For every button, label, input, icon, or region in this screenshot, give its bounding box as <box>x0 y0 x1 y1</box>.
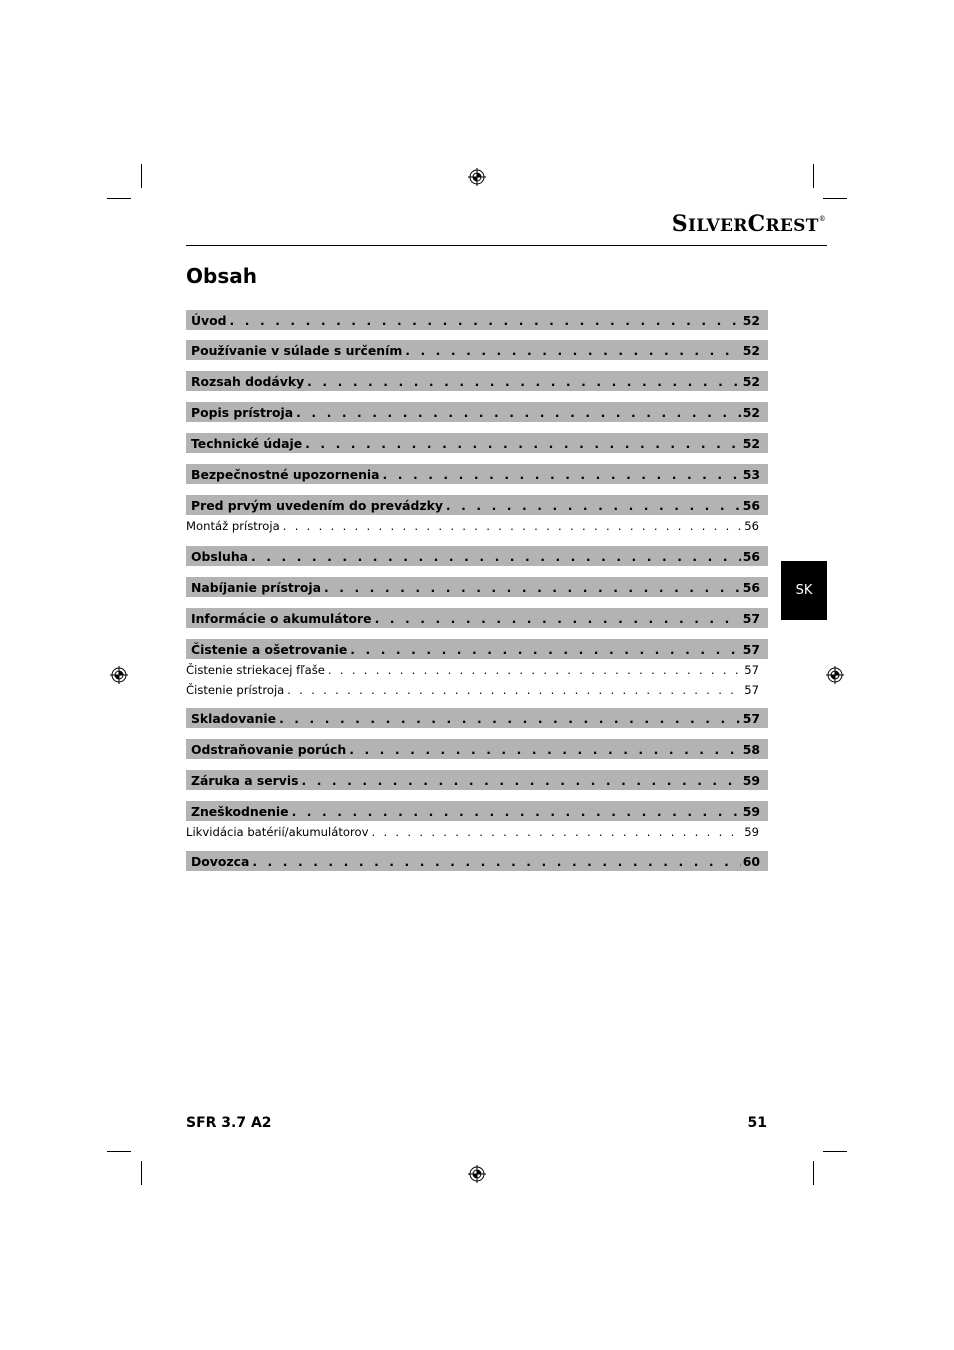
toc-subentry <box>186 681 768 699</box>
toc-entry-label: Čistenie prístroja <box>186 683 285 697</box>
toc-leader-dots <box>284 683 742 697</box>
crop-mark <box>823 198 847 199</box>
toc-entry-label: Zneškodnenie <box>191 803 289 819</box>
toc-entry-page: 56 <box>742 579 760 595</box>
toc-leader-dots <box>347 642 740 657</box>
toc-entry-page: 52 <box>742 342 760 358</box>
toc-entry-page: 56 <box>742 497 760 513</box>
toc-entry-page: 57 <box>742 710 760 726</box>
toc-entry <box>186 402 768 422</box>
toc-entry <box>186 639 768 659</box>
toc-entry-label: Technické údaje <box>191 435 303 451</box>
toc-entry-page: 52 <box>742 435 760 451</box>
toc-leader-dots <box>298 773 740 788</box>
toc-leader-dots <box>304 374 741 389</box>
toc-entry <box>186 851 768 871</box>
toc-entry <box>186 310 768 330</box>
toc-entry-label: Čistenie striekacej fľaše <box>186 663 325 677</box>
toc-entry-page: 52 <box>742 373 760 389</box>
toc-leader-dots <box>368 825 742 839</box>
crop-mark <box>823 1151 847 1152</box>
language-tab: SK <box>781 561 827 620</box>
toc-entry <box>186 433 768 453</box>
toc-entry-page: 59 <box>744 825 759 839</box>
toc-leader-dots <box>321 580 741 595</box>
toc-entry <box>186 708 768 728</box>
crop-mark <box>813 164 814 188</box>
toc-entry-label: Čistenie a ošetrovanie <box>191 641 348 657</box>
toc-entry <box>186 739 768 759</box>
toc-leader-dots <box>293 405 741 420</box>
crop-mark <box>107 1151 131 1152</box>
toc-entry-page: 57 <box>742 610 760 626</box>
toc-entry-label: Záruka a servis <box>191 772 299 788</box>
toc-entry-page: 56 <box>742 548 760 564</box>
toc-leader-dots <box>249 854 740 869</box>
toc-entry-label: Obsluha <box>191 548 249 564</box>
toc-entry <box>186 770 768 790</box>
registration-mark-icon <box>468 1165 486 1183</box>
toc-entry-label: Dovozca <box>191 853 250 869</box>
toc-entry-label: Popis prístroja <box>191 404 294 420</box>
toc-entry-label: Odstraňovanie porúch <box>191 741 347 757</box>
toc-entry-page: 57 <box>742 641 760 657</box>
toc-entry <box>186 608 768 628</box>
toc-entry-label: Používanie v súlade s určením <box>191 342 403 358</box>
toc-entry-label: Skladovanie <box>191 710 277 726</box>
registration-mark-icon <box>826 666 844 684</box>
toc-subentry <box>186 517 768 535</box>
toc-entry <box>186 371 768 391</box>
toc-entry-label: Montáž prístroja <box>186 519 280 533</box>
toc-leader-dots <box>372 611 741 626</box>
toc-entry-label: Bezpečnostné upozornenia <box>191 466 380 482</box>
crop-mark <box>107 198 131 199</box>
toc-entry <box>186 464 768 484</box>
registration-mark-icon <box>468 168 486 186</box>
toc-entry-page: 59 <box>742 803 760 819</box>
toc-leader-dots <box>289 804 741 819</box>
toc-leader-dots <box>325 663 742 677</box>
toc-subentry <box>186 823 768 841</box>
header-rule <box>186 245 827 246</box>
toc-leader-dots <box>302 436 741 451</box>
toc-entry <box>186 577 768 597</box>
toc-entry-label: Rozsah dodávky <box>191 373 305 389</box>
registration-mark-icon <box>110 666 128 684</box>
toc-leader-dots <box>402 343 741 358</box>
toc-entry-page: 56 <box>744 519 759 533</box>
toc-entry-label: Nabíjanie prístroja <box>191 579 321 595</box>
toc-entry <box>186 801 768 821</box>
toc-entry-label: Likvidácia batérií/akumulátorov <box>186 825 369 839</box>
toc-entry-page: 52 <box>742 312 760 328</box>
toc-entry-label: Pred prvým uvedením do prevádzky <box>191 497 443 513</box>
toc-entry <box>186 495 768 515</box>
toc-leader-dots <box>280 519 743 533</box>
toc-entry-page: 60 <box>742 853 760 869</box>
toc-entry <box>186 340 768 360</box>
toc-leader-dots <box>346 742 741 757</box>
page-title: Obsah <box>186 264 257 288</box>
toc-entry-page: 59 <box>742 772 760 788</box>
toc-entry <box>186 546 768 566</box>
toc-entry-page: 53 <box>742 466 760 482</box>
crop-mark <box>141 1161 142 1185</box>
footer-page-number: 51 <box>747 1115 767 1131</box>
toc-entry-page: 52 <box>742 404 760 420</box>
toc-subentry <box>186 661 768 679</box>
toc-entry-page: 57 <box>744 683 759 697</box>
brand-logo: SILVERCREST® <box>671 211 826 237</box>
crop-mark <box>141 164 142 188</box>
crop-mark <box>813 1161 814 1185</box>
toc-entry-label: Informácie o akumulátore <box>191 610 372 626</box>
toc-leader-dots <box>443 498 741 513</box>
toc-leader-dots <box>248 549 741 564</box>
footer-model: SFR 3.7 A2 <box>186 1115 272 1131</box>
toc-entry-page: 57 <box>744 663 759 677</box>
toc-leader-dots <box>380 467 741 482</box>
toc-entry-page: 58 <box>742 741 760 757</box>
toc-leader-dots <box>276 711 741 726</box>
toc-entry-label: Úvod <box>191 312 227 328</box>
toc-leader-dots <box>227 313 741 328</box>
